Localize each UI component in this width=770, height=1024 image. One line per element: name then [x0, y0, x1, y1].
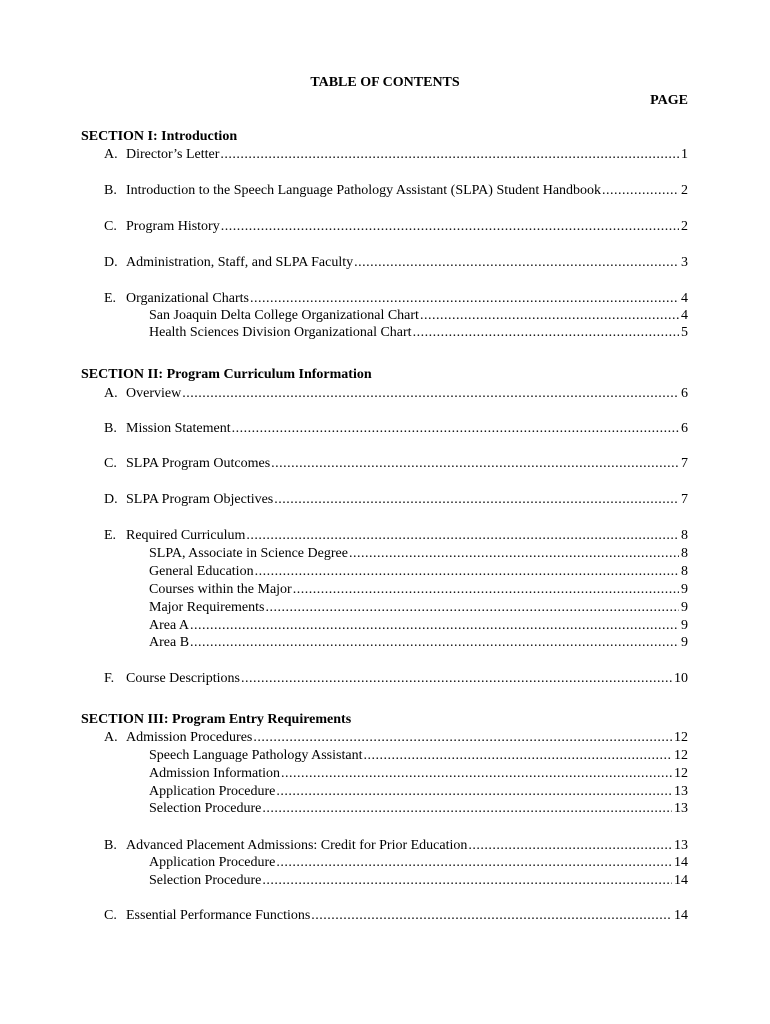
subentry-page: 13 [674, 784, 688, 799]
dot-leader [220, 146, 679, 163]
toc-subentry[interactable] [149, 563, 688, 580]
subentry-label: Application Procedure [149, 784, 276, 799]
dot-leader [250, 290, 679, 307]
entry-letter: C. [104, 908, 117, 923]
dot-leader [190, 634, 679, 651]
entry-letter: B. [104, 421, 117, 436]
subentry-label: Selection Procedure [149, 801, 262, 816]
dot-leader [349, 545, 679, 562]
section-heading: SECTION III: Program Entry Requirements [81, 712, 352, 727]
entry-label: Director’s Letter [126, 147, 220, 162]
subentry-label: Admission Information [149, 766, 281, 781]
section-heading: SECTION I: Introduction [81, 129, 238, 144]
toc-entry[interactable] [104, 907, 688, 924]
toc-subentry[interactable] [149, 800, 688, 817]
dot-leader [253, 729, 672, 746]
dot-leader [363, 747, 672, 764]
subentry-label: Selection Procedure [149, 873, 262, 888]
toc-entry[interactable] [104, 455, 688, 472]
dot-leader [281, 765, 672, 782]
dot-leader [232, 420, 679, 437]
entry-label: Required Curriculum [126, 528, 246, 543]
entry-label: SLPA Program Objectives [126, 492, 274, 507]
entry-label: Program History [126, 219, 220, 234]
entry-page: 3 [681, 255, 688, 270]
toc-entry[interactable] [104, 491, 688, 508]
entry-label: Administration, Staff, and SLPA Faculty [126, 255, 354, 270]
toc-subentry[interactable] [149, 617, 688, 634]
dot-leader [182, 385, 679, 402]
subentry-page: 9 [681, 582, 688, 597]
entry-label: Course Descriptions [126, 671, 240, 686]
toc-entry[interactable] [104, 254, 688, 271]
entry-letter: C. [104, 456, 117, 471]
subentry-page: 12 [674, 766, 688, 781]
subentry-page: 9 [681, 600, 688, 615]
dot-leader [468, 837, 672, 854]
subentry-label: General Education [149, 564, 254, 579]
subentry-page: 9 [681, 618, 688, 633]
subentry-label: Area A [149, 618, 190, 633]
subentry-label: Major Requirements [149, 600, 265, 615]
toc-subentry[interactable] [149, 324, 688, 341]
entry-letter: D. [104, 255, 118, 270]
toc-entry[interactable] [104, 290, 688, 307]
entry-page: 7 [681, 456, 688, 471]
dot-leader [221, 218, 679, 235]
toc-entry[interactable] [104, 837, 688, 854]
toc-subentry[interactable] [149, 747, 688, 764]
entry-page: 8 [681, 528, 688, 543]
entry-letter: B. [104, 838, 117, 853]
toc-subentry[interactable] [149, 783, 688, 800]
subentry-page: 13 [674, 801, 688, 816]
entry-label: SLPA Program Outcomes [126, 456, 271, 471]
entry-page: 7 [681, 492, 688, 507]
toc-subentry[interactable] [149, 634, 688, 651]
dot-leader [354, 254, 679, 271]
subentry-page: 4 [681, 308, 688, 323]
entry-page: 14 [674, 908, 688, 923]
toc-subentry[interactable] [149, 854, 688, 871]
dot-leader [271, 455, 679, 472]
toc-entry[interactable] [104, 729, 688, 746]
section-heading: SECTION II: Program Curriculum Information [81, 367, 372, 382]
subentry-label: Health Sciences Division Organizational Chart [149, 325, 412, 340]
dot-leader [241, 670, 672, 687]
entry-letter: E. [104, 528, 117, 543]
entry-letter: F. [104, 671, 115, 686]
toc-entry[interactable] [104, 527, 688, 544]
dot-leader [602, 182, 679, 199]
entry-page: 10 [674, 671, 688, 686]
entry-page: 2 [681, 219, 688, 234]
entry-label: Introduction to the Speech Language Pathology Assistant (SLPA) Student Handbook [126, 183, 602, 198]
subentry-page: 8 [681, 564, 688, 579]
dot-leader [262, 800, 672, 817]
toc-subentry[interactable] [149, 545, 688, 562]
subentry-label: San Joaquin Delta College Organizational Chart [149, 308, 419, 323]
subentry-page: 5 [681, 325, 688, 340]
toc-entry[interactable] [104, 385, 688, 402]
entry-page: 6 [681, 386, 688, 401]
dot-leader [274, 491, 679, 508]
dot-leader [190, 617, 679, 634]
dot-leader [246, 527, 679, 544]
entry-page: 6 [681, 421, 688, 436]
dot-leader [413, 324, 679, 341]
subentry-page: 12 [674, 748, 688, 763]
subentry-label: Area B [149, 635, 190, 650]
toc-entry[interactable] [104, 670, 688, 687]
dot-leader [255, 563, 679, 580]
entry-label: Advanced Placement Admissions: Credit for Prior Education [126, 838, 468, 853]
entry-page: 2 [681, 183, 688, 198]
entry-page: 13 [674, 838, 688, 853]
entry-letter: E. [104, 291, 117, 306]
entry-label: Essential Performance Functions [126, 908, 311, 923]
dot-leader [311, 907, 672, 924]
toc-subentry[interactable] [149, 581, 688, 598]
subentry-page: 14 [674, 873, 688, 888]
entry-label: Overview [126, 386, 182, 401]
entry-page: 4 [681, 291, 688, 306]
entry-page: 12 [674, 730, 688, 745]
subentry-label: Application Procedure [149, 855, 276, 870]
subentry-page: 14 [674, 855, 688, 870]
dot-leader [276, 854, 672, 871]
subentry-page: 8 [681, 546, 688, 561]
subentry-page: 9 [681, 635, 688, 650]
entry-letter: A. [104, 147, 118, 162]
dot-leader [420, 307, 679, 324]
dot-leader [262, 872, 672, 889]
subentry-label: SLPA, Associate in Science Degree [149, 546, 348, 561]
entry-letter: C. [104, 219, 117, 234]
subentry-label: Courses within the Major [149, 582, 292, 597]
subentry-label: Speech Language Pathology Assistant [149, 748, 363, 763]
dot-leader [293, 581, 679, 598]
entry-label: Organizational Charts [126, 291, 249, 306]
entry-letter: A. [104, 386, 118, 401]
toc-subentry[interactable] [149, 307, 688, 324]
dot-leader [276, 783, 672, 800]
entry-label: Mission Statement [126, 421, 231, 436]
dot-leader [265, 599, 679, 616]
entry-letter: B. [104, 183, 117, 198]
entry-letter: A. [104, 730, 118, 745]
toc-entry[interactable] [104, 420, 688, 437]
toc-entry[interactable] [104, 218, 688, 235]
toc-subentry[interactable] [149, 872, 688, 889]
toc-title: TABLE OF CONTENTS [310, 75, 460, 90]
toc-subentry[interactable] [149, 765, 688, 782]
toc-entry[interactable] [104, 146, 688, 163]
entry-letter: D. [104, 492, 118, 507]
page-column-header: PAGE [650, 93, 688, 108]
entry-label: Admission Procedures [126, 730, 253, 745]
toc-subentry[interactable] [149, 599, 688, 616]
entry-page: 1 [681, 147, 688, 162]
toc-entry[interactable] [104, 182, 688, 199]
